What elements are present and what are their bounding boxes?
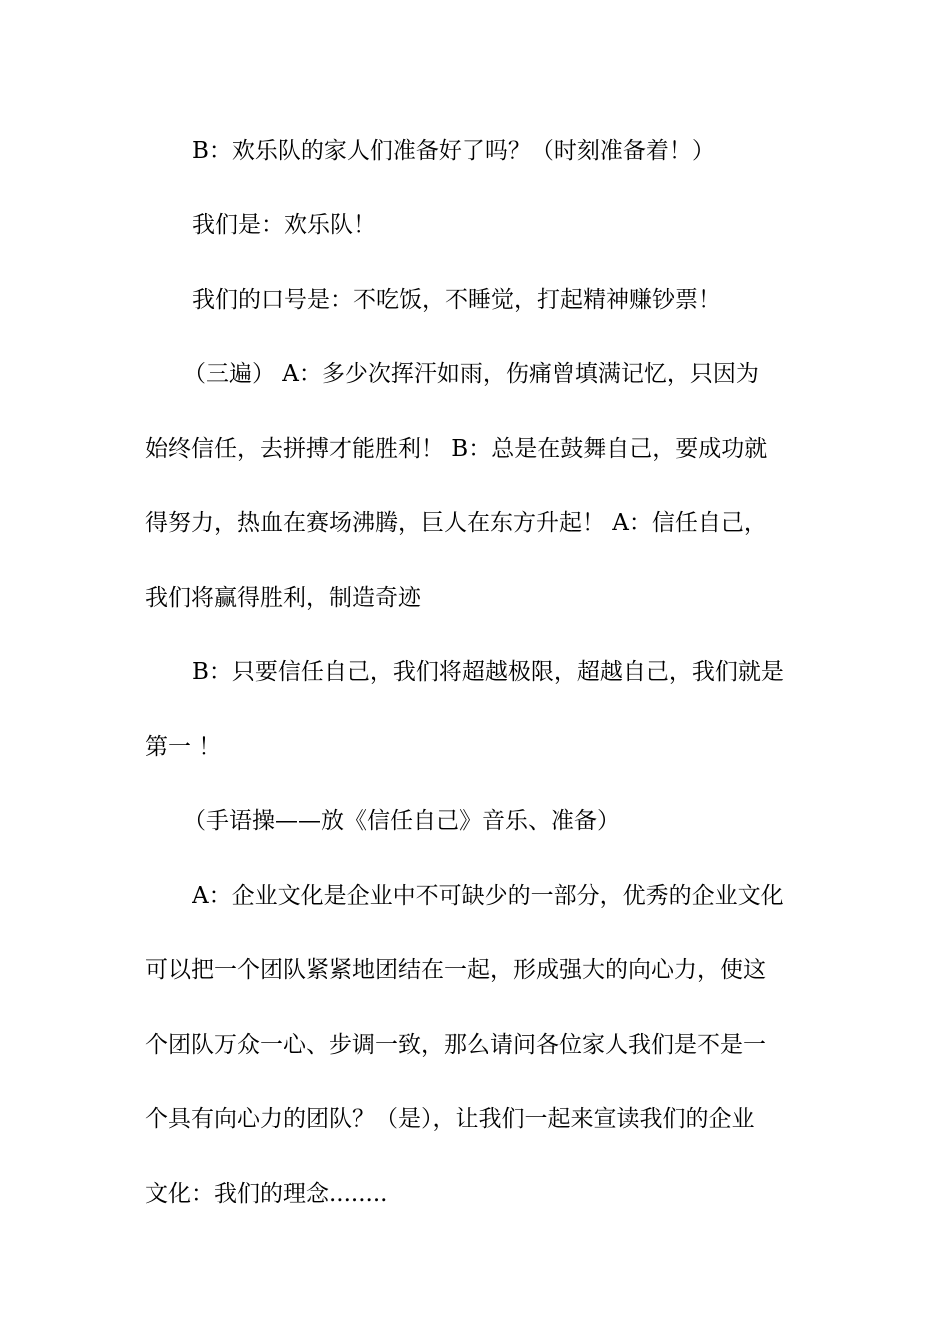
text-line: 我们是：欢乐队！ bbox=[192, 212, 376, 238]
text-line: 文化：我们的理念........ bbox=[145, 1181, 388, 1207]
text-line: 始终信任，去拼搏才能胜利！ B：总是在鼓舞自己，要成功就 bbox=[145, 436, 768, 462]
text-line: 我们将赢得胜利，制造奇迹 bbox=[145, 585, 421, 611]
text-line: （三遍） A：多少次挥汗如雨，伤痛曾填满记忆，只因为 bbox=[183, 361, 759, 387]
text-line: 我们的口号是：不吃饭，不睡觉，打起精神赚钞票！ bbox=[192, 287, 721, 313]
text-line: 个具有向心力的团队？（是），让我们一起来宣读我们的企业 bbox=[145, 1106, 755, 1132]
text-line: 个团队万众一心、步调一致，那么请问各位家人我们是不是一 bbox=[145, 1032, 766, 1058]
text-line: A：企业文化是企业中不可缺少的一部分，优秀的企业文化 bbox=[192, 883, 784, 909]
text-line: （手语操——放《信任自己》音乐、准备） bbox=[183, 808, 620, 834]
text-line: B：欢乐队的家人们准备好了吗？（时刻准备着！） bbox=[192, 138, 715, 164]
text-line: 第一 ！ bbox=[145, 734, 222, 760]
text-line: 得努力，热血在赛场沸腾，巨人在东方升起！ A：信任自己， bbox=[145, 510, 767, 536]
text-line: 可以把一个团队紧紧地团结在一起，形成强大的向心力，使这 bbox=[145, 957, 766, 983]
text-line: B：只要信任自己，我们将超越极限，超越自己，我们就是 bbox=[192, 659, 784, 685]
